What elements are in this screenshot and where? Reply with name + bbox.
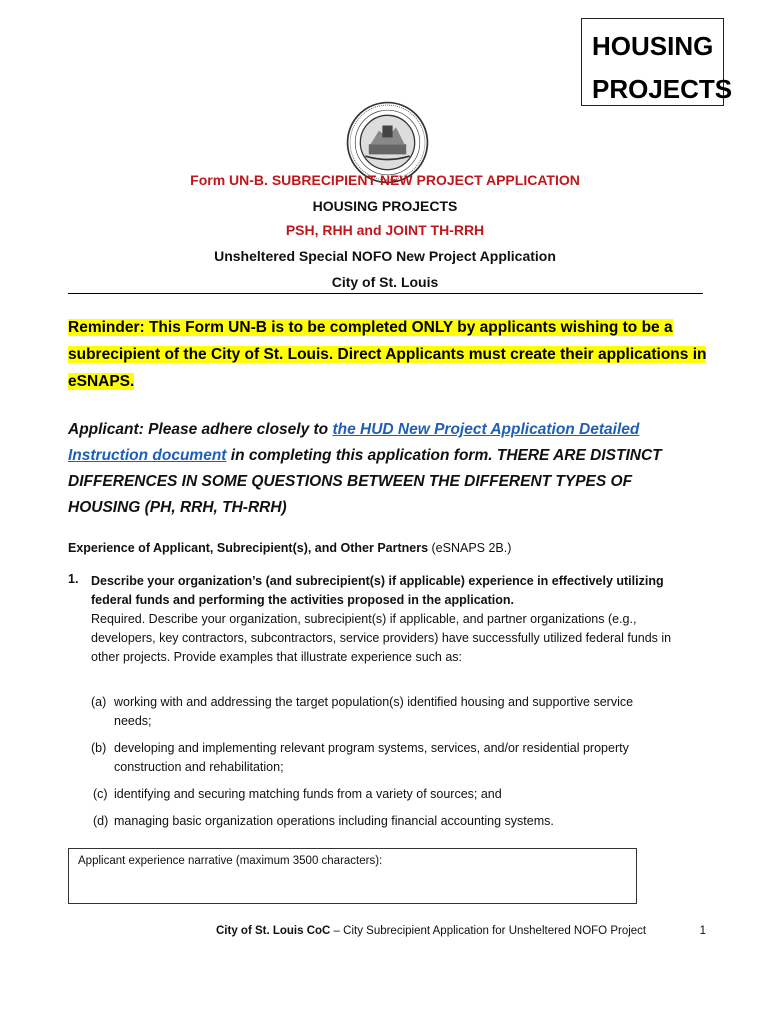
list-item-label: (b)	[91, 741, 107, 755]
program-name: Unsheltered Special NOFO New Project Application	[214, 248, 556, 264]
list-item-label: (d)	[93, 814, 109, 828]
reminder-line-2: subrecipient of the City of St. Louis. Direct Applicants must create their applications in	[68, 346, 707, 363]
question-number: 1.	[68, 572, 79, 586]
housing-types: PSH, RHH and JOINT TH-RRH	[285, 222, 485, 238]
footer-text: – City Subrecipient Application for Unsheltered NOFO Project	[330, 925, 647, 937]
question-text	[91, 572, 691, 667]
page-footer	[216, 925, 706, 937]
narrative-input-box[interactable]	[68, 848, 637, 904]
list-item-label: (c)	[93, 787, 108, 801]
question-body: Required. Describe your organization, subrecipient(s) if applicable, and partner organizations (e.g., developers, key contractors, subcontractors, service providers) have successfully utilized federal funds in other projects. Provide examples that illustrate experience such as:	[91, 612, 672, 664]
list-item-text: working with and addressing the target population(s) identified housing and supportive service needs;	[114, 695, 634, 728]
page-number: 1	[699, 925, 706, 937]
applicant-instructions	[68, 417, 708, 521]
footer-org: City of St. Louis CoC	[216, 925, 331, 937]
list-item-text: managing basic organization operations including financial accounting systems.	[114, 814, 554, 828]
applicant-note-prefix: Applicant: Please adhere closely to	[68, 421, 333, 438]
list-item-text: developing and implementing relevant program systems, services, and/or residential property construction and rehabilitation;	[114, 741, 629, 774]
section-ref: (eSNAPS 2B.)	[428, 541, 512, 555]
corner-box-line1: HOUSING	[592, 31, 714, 61]
city-name: City of St. Louis	[331, 274, 439, 290]
question-bold-text: Describe your organization’s (and subrecipient(s) if applicable) experience in effectively utilizing federal funds and performing the activities proposed in the application.	[91, 574, 664, 607]
housing-projects-box	[581, 18, 733, 106]
corner-box-line2: PROJECTS	[592, 74, 733, 104]
hud-instruction-link[interactable]: the HUD New Project Application Detailed Instruction document	[68, 421, 640, 464]
narrative-label: Applicant experience narrative (maximum 3500 characters):	[78, 855, 383, 867]
section-title-text: Experience of Applicant, Subrecipient(s), and Other Partners	[68, 541, 429, 555]
section-title	[68, 541, 511, 555]
form-title: Form UN-B. SUBRECIPIENT NEW PROJECT APPLICATION	[190, 172, 580, 188]
applicant-note-suffix: in completing this application form. THERE ARE DISTINCT DIFFERENCES IN SOME QUESTIONS BETWEEN THE DIFFERENT TYPES OF HOUSING (PH, RRH, TH-RRH)	[68, 447, 662, 516]
list-item-label: (a)	[91, 695, 107, 709]
reminder-line-3: eSNAPS.	[68, 373, 135, 390]
list-item-text: identifying and securing matching funds from a variety of sources; and	[114, 787, 502, 801]
reminder-notice	[68, 314, 708, 395]
header-divider	[68, 293, 703, 294]
form-subtitle: HOUSING PROJECTS	[312, 198, 458, 214]
reminder-line-1: Reminder: This Form UN-B is to be completed ONLY by applicants wishing to be a	[68, 319, 673, 336]
